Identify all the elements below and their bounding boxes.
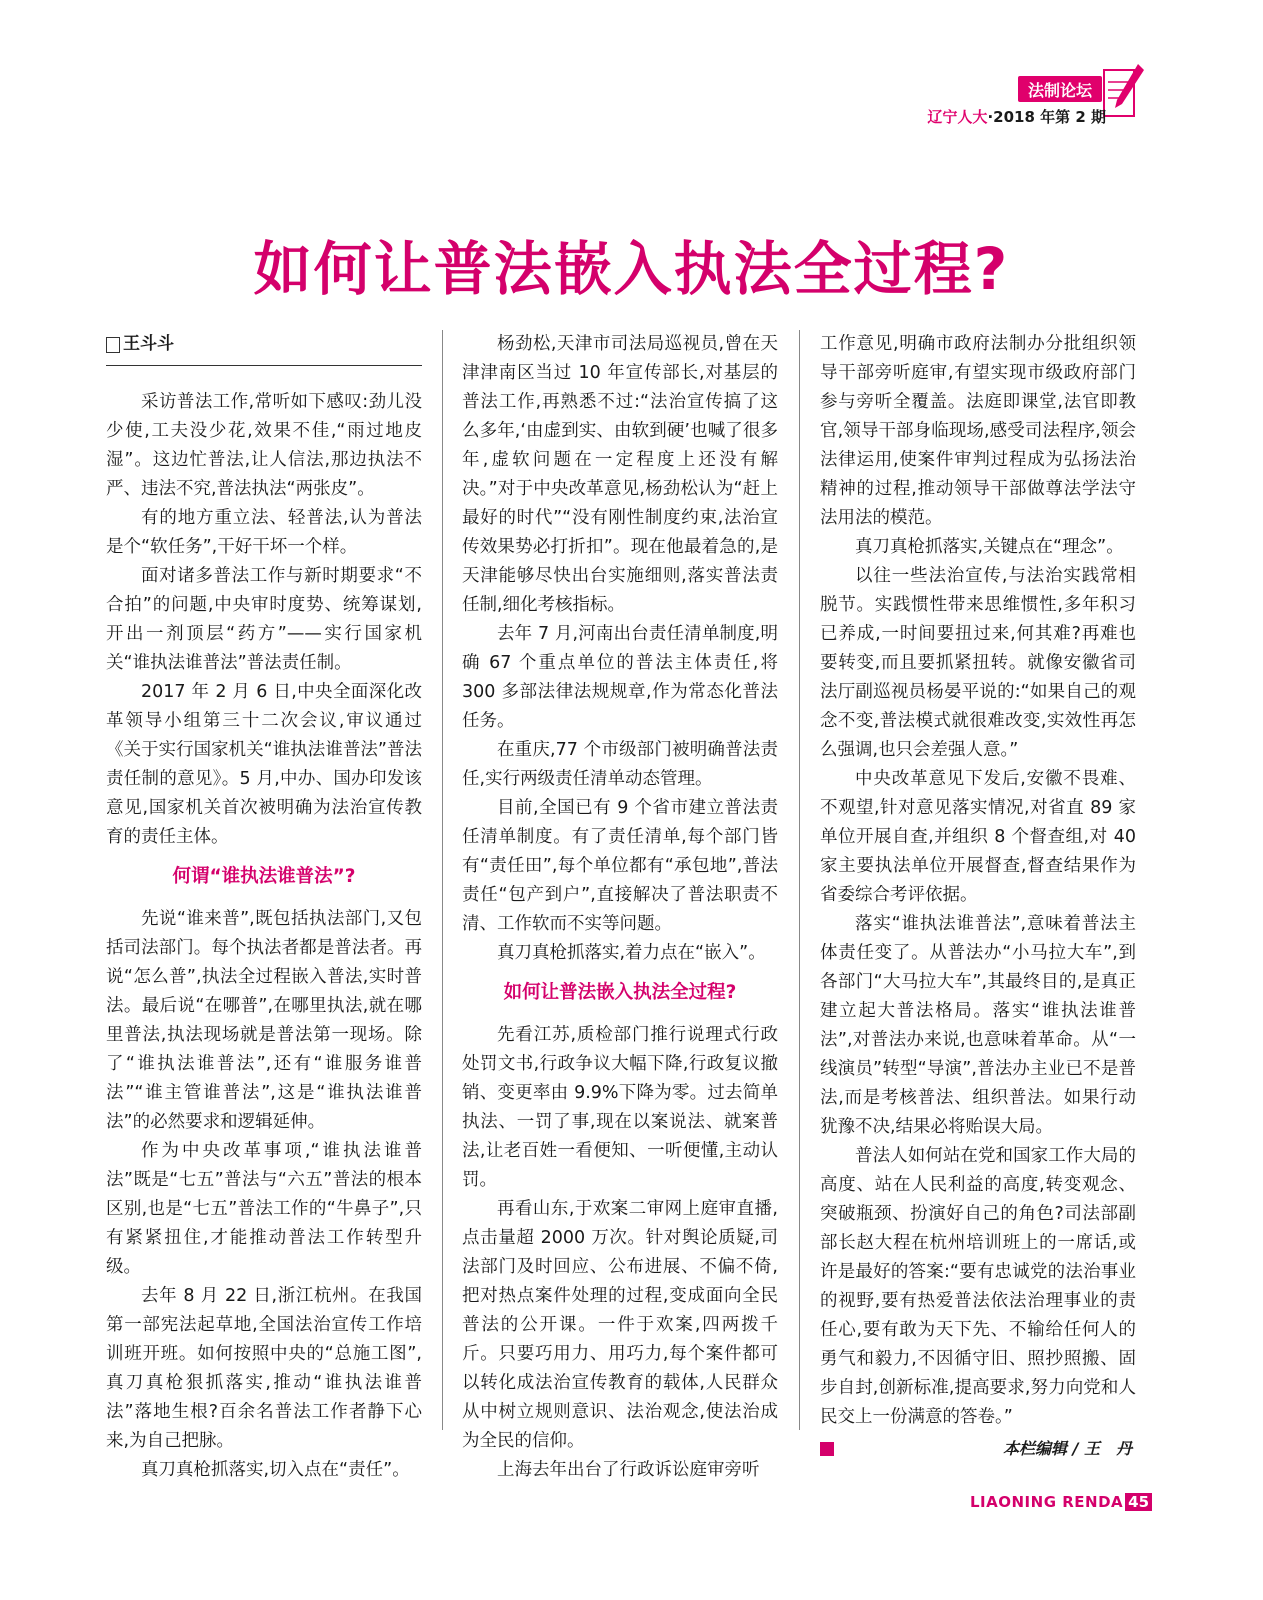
author-name: 王斗斗 — [123, 334, 174, 354]
column-divider — [442, 330, 443, 1430]
subheading: 何谓“谁执法谁普法”? — [172, 866, 356, 887]
paragraph: 在重庆,77 个市级部门被明确普法责任,实行两级责任清单动态管理。 — [462, 740, 778, 789]
subheading: 如何让普法嵌入执法全过程? — [503, 982, 737, 1003]
byline — [106, 330, 422, 366]
column-divider — [799, 330, 800, 1430]
paragraph: 采访普法工作,常听如下感叹:劲儿没少使,工夫没少花,效果不佳,“雨过地皮湿”。这边忙普法,让人信法,那边执法不严、违法不究,普法执法“两张皮”。 — [106, 392, 422, 499]
paragraph: 有的地方重立法、轻普法,认为普法是个“软任务”,干好干坏一个样。 — [106, 508, 422, 557]
paragraph: 真刀真枪抓落实,着力点在“嵌入”。 — [497, 943, 766, 963]
end-mark-icon — [820, 1442, 834, 1456]
pencil-icon — [1100, 62, 1146, 122]
paragraph: 去年 8 月 22 日,浙江杭州。在我国第一部宪法起草地,全国法治宣传工作培训班开班。如何按照中央的“总施工图”,真刀真枪狠抓落实,推动“谁执法谁普法”落地生根?百余名普法工作者静下心来,为自己把脉。 — [106, 1286, 422, 1451]
paragraph: 上海去年出台了行政诉讼庭审旁听 — [497, 1460, 760, 1480]
paragraph: 以往一些法治宣传,与法治实践常相脱节。实践惯性带来思维惯性,多年积习已养成,一时间要扭过来,何其难?再难也要转变,而且要抓紧扭转。就像安徽省司法厅副巡视员杨晏平说的:“如果自己的观念不变,普法模式就很难改变,实效性再怎么强调,也只会差强人意。” — [820, 566, 1136, 760]
paragraph: 真刀真枪抓落实,切入点在“责任”。 — [141, 1460, 410, 1480]
paragraph: 目前,全国已有 9 个省市建立普法责任清单制度。有了责任清单,每个部门皆有“责任田”,每个单位都有“承包地”,普法责任“包产到户”,直接解决了普法职责不清、工作软而不实等问题。 — [462, 798, 778, 934]
paragraph: 面对诸多普法工作与新时期要求“不合拍”的问题,中央审时度势、统筹谋划,开出一剂顶层“药方”——实行国家机关“谁执法谁普法”普法责任制。 — [106, 566, 422, 673]
paragraph: 普法人如何站在党和国家工作大局的高度、站在人民利益的高度,转变观念、突破瓶颈、扮演好自己的角色?司法部副部长赵大程在杭州培训班上的一席话,或许是最好的答案:“要有忠诚党的法治事业的视野,要有热爱普法依法治理事业的责任心,要有敢为天下先、不输给任何人的勇气和毅力,不因循守旧、照抄照搬、固步自封,创新标准,提高要求,努力向党和人民交上一份满意的答卷。” — [820, 1146, 1136, 1427]
column-1 — [106, 330, 422, 1485]
column-2 — [462, 330, 778, 1485]
paragraph: 先看江苏,质检部门推行说理式行政处罚文书,行政争议大幅下降,行政复议撤销、变更率由 9.9%下降为零。过去简单执法、一罚了事,现在以案说法、就案普法,让老百姓一看便知、一听便懂,主动认罚。 — [462, 1025, 778, 1190]
section-tag: 法制论坛 — [1018, 76, 1102, 102]
paragraph: 再看山东,于欢案二审网上庭审直播,点击量超 2000 万次。针对舆论质疑,司法部门及时回应、公布进展、不偏不倚,把对热点案件处理的过程,变成面向全民普法的公开课。一件于欢案,四两拨千斤。只要巧用力、用巧力,每个案件都可以转化成法治宣传教育的载体,人民群众从中树立规则意识、法治观念,使法治成为全民的信仰。 — [462, 1199, 778, 1451]
page-number: 45 — [1125, 1493, 1152, 1511]
paragraph: 先说“谁来普”,既包括执法部门,又包括司法部门。每个执法者都是普法者。再说“怎么普”,执法全过程嵌入普法,实时普法。最后说“在哪普”,在哪里执法,就在哪里普法,执法现场就是普法第一现场。除了“谁执法谁普法”,还有“谁服务谁普法”“谁主管谁普法”,这是“谁执法谁普法”的必然要求和逻辑延伸。 — [106, 909, 422, 1132]
paragraph: 真刀真枪抓落实,关键点在“理念”。 — [855, 537, 1124, 557]
paragraph: 作为中央改革事项,“谁执法谁普法”既是“七五”普法与“六五”普法的根本区别,也是“七五”普法工作的“牛鼻子”,只有紧紧扭住,才能推动普法工作转型升级。 — [106, 1141, 422, 1277]
magazine-name: 辽宁人大 — [927, 108, 988, 126]
issue-number: ·2018 年第 2 期 — [987, 108, 1106, 126]
byline-box-icon — [106, 337, 120, 353]
paragraph: 去年 7 月,河南出台责任清单制度,明确 67 个重点单位的普法主体责任,将 300 多部法律法规规章,作为常态化普法任务。 — [462, 624, 778, 731]
footer-brand: LIAONING RENDA — [970, 1493, 1124, 1511]
page-footer — [970, 1493, 1152, 1511]
paragraph-continued: 工作意见,明确市政府法制办分批组织领导干部旁听庭审,有望实现市级政府部门参与旁听全覆盖。法庭即课堂,法官即教官,领导干部身临现场,感受司法程序,领会法律运用,使案件审判过程成为弘扬法治精神的过程,推动领导干部做尊法学法守法用法的模范。 — [820, 334, 1136, 528]
editor-line — [820, 1434, 1136, 1463]
paragraph: 落实“谁执法谁普法”,意味着普法主体责任变了。从普法办“小马拉大车”,到各部门“大马拉大车”,其最终目的,是真正建立起大普法格局。落实“谁执法谁普法”,对普法办来说,也意味着革命。从“一线演员”转型“导演”,普法办主业已不是普法,而是考核普法、组织普法。如果行动犹豫不决,结果必将贻误大局。 — [820, 914, 1136, 1137]
issue-info — [910, 106, 1106, 127]
paragraph: 中央改革意见下发后,安徽不畏难、不观望,针对意见落实情况,对省直 89 家单位开展自查,并组织 8 个督查组,对 40 家主要执法单位开展督查,督查结果作为省委综合考评依据。 — [820, 769, 1136, 905]
column-3 — [820, 330, 1136, 1463]
editor-credit: 本栏编辑 / 王 丹 — [1003, 1439, 1132, 1458]
paragraph: 2017 年 2 月 6 日,中央全面深化改革领导小组第三十二次会议,审议通过《关于实行国家机关“谁执法谁普法”普法责任制的意见》。5 月,中办、国办印发该意见,国家机关首次被明确为法治宣传教育的责任主体。 — [106, 682, 422, 847]
paragraph: 杨劲松,天津市司法局巡视员,曾在天津津南区当过 10 年宣传部长,对基层的普法工作,再熟悉不过:“法治宣传搞了这么多年,‘由虚到实、由软到硬’也喊了很多年,虚软问题在一定程度上还没有解决。”对于中央改革意见,杨劲松认为“赶上最好的时代”“没有刚性制度约束,法治宣传效果势必打折扣”。现在他最着急的,是天津能够尽快出台实施细则,落实普法责任制,细化考核指标。 — [462, 334, 778, 615]
article-title: 如何让普法嵌入执法全过程? — [253, 235, 1010, 303]
